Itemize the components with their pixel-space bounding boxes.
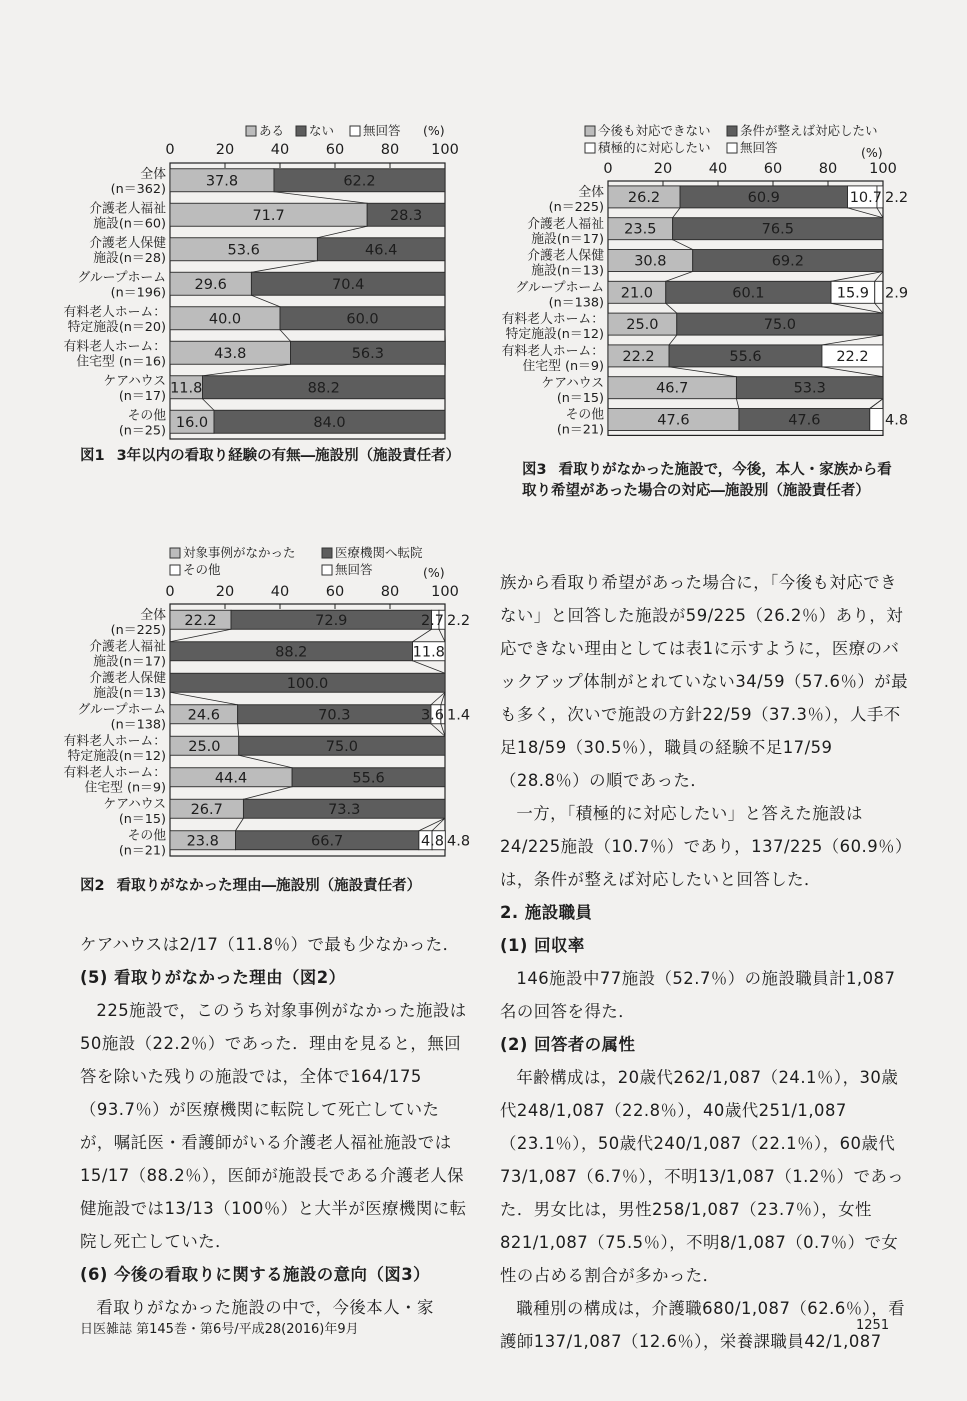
connector-line — [666, 303, 677, 313]
section-heading: (2) 回答者の属性 — [500, 1035, 636, 1054]
category-label: 施設(n＝60) — [93, 216, 166, 232]
category-label: 介護老人福祉 — [89, 639, 166, 655]
category-label: 施設(n＝28) — [93, 251, 166, 266]
category-label: (n＝15) — [556, 390, 604, 406]
category-label: 施設(n＝17) — [93, 654, 166, 670]
connector-line — [238, 724, 239, 737]
paragraph: 看取りがなかった施設の中で，今後本人・家 — [96, 1298, 434, 1317]
legend-label: 条件が整えば対応したい — [740, 123, 878, 138]
connector-line — [413, 629, 432, 642]
category-label: (n＝196) — [110, 285, 166, 301]
tick-label: 80 — [380, 584, 400, 600]
data-label: 2.2 — [885, 189, 909, 206]
tick-label: 60 — [325, 142, 345, 158]
connector-line — [736, 399, 738, 409]
data-label: 88.2 — [275, 644, 308, 661]
data-label: 71.7 — [252, 207, 285, 224]
data-label: 2.2 — [447, 612, 471, 629]
tick-label: 0 — [165, 142, 175, 158]
section-heading: (1) 回収率 — [500, 936, 585, 955]
connector-line — [439, 629, 445, 642]
data-label: 53.3 — [793, 380, 826, 397]
paragraph: 146施設中77施設（52.7％）の施設職員計1,087名の回答を得た． — [500, 969, 896, 1021]
data-label: 22.2 — [836, 348, 869, 365]
figure-3-caption-text: 看取りがなかった施設で，今後，本人・家族から看取り希望があった場合の対応―施設別（施設責任者） — [522, 462, 892, 499]
data-label: 44.4 — [214, 770, 248, 787]
connector-line — [673, 240, 693, 250]
figure-2-caption-text: 看取りがなかった理由―施設別（施設責任者） — [116, 878, 422, 894]
data-label: 11.8 — [170, 380, 203, 397]
data-label: 70.3 — [318, 707, 351, 724]
data-label: 16.0 — [175, 414, 209, 431]
data-label: 46.7 — [656, 380, 689, 397]
connector-line — [274, 192, 367, 204]
data-label: 55.6 — [352, 770, 385, 787]
connector-line — [170, 629, 231, 642]
connector-line — [673, 208, 680, 218]
category-label: 特定施設(n＝12) — [505, 327, 604, 343]
data-label: 46.4 — [365, 242, 398, 259]
connector-line — [831, 272, 883, 282]
category-label: 全体 — [140, 167, 166, 182]
connector-line — [432, 818, 445, 831]
figure-3-caption-number: 図3 — [522, 462, 547, 478]
data-label: 60.1 — [732, 285, 765, 302]
connector-line — [202, 364, 290, 376]
connector-line — [202, 399, 214, 411]
category-label: 介護老人保健 — [89, 671, 166, 686]
section-heading: (6) 今後の看取りに関する施設の意向（図3） — [80, 1265, 431, 1284]
category-label: 介護老人保健 — [527, 248, 604, 264]
connector-line — [235, 818, 243, 831]
tick-label: 100 — [869, 161, 897, 177]
legend-swatch-3 — [727, 143, 737, 153]
data-label: 22.2 — [184, 612, 217, 629]
category-label: (n＝15) — [118, 812, 166, 827]
connector-line — [170, 692, 238, 705]
tick-label: 0 — [603, 161, 613, 177]
data-label: 23.8 — [186, 833, 219, 850]
connector-line — [669, 335, 677, 345]
data-label: 43.8 — [214, 345, 247, 362]
data-label: 76.5 — [761, 221, 794, 238]
tick-label: 20 — [653, 161, 673, 177]
data-label: 55.6 — [729, 348, 762, 365]
category-label: (n＝21) — [118, 843, 166, 859]
bar-segment — [870, 409, 883, 431]
category-label: (n＝21) — [556, 422, 604, 438]
category-label: (n＝225) — [110, 623, 166, 638]
data-label: 60.0 — [346, 311, 379, 328]
data-label: 24.6 — [187, 707, 220, 724]
connector-line — [243, 787, 292, 800]
data-label: 30.8 — [634, 253, 667, 270]
category-label: グループホーム — [77, 702, 166, 718]
category-label: (n＝138) — [548, 295, 604, 311]
paragraph: 職種別の構成は，介護職680/1,087（62.6％），看護師137/1,087（12.6％），栄養課職員42/1,087 — [500, 1299, 906, 1351]
legend-swatch-2 — [350, 126, 360, 136]
category-label: 全体 — [578, 185, 604, 200]
legend-swatch-1 — [727, 126, 737, 136]
category-label: 介護老人福祉 — [89, 201, 166, 217]
data-label: 21.0 — [620, 285, 654, 302]
legend-swatch-2 — [170, 565, 180, 575]
paragraph: 一方，「積極的に対応したい」と答えた施設は24/225施設（10.7％）であり，137/225（60.9％）は，条件が整えば対応したいと回答した． — [500, 804, 904, 889]
data-label: 88.2 — [307, 380, 340, 397]
figure-2-chart — [60, 540, 470, 860]
figure-1-chart — [60, 118, 470, 440]
data-label: 60.9 — [747, 189, 780, 206]
bar-segment — [875, 281, 883, 303]
data-label: 84.0 — [313, 414, 346, 431]
journal-footer: 日医雑誌 第145巻・第6号/平成28(2016)年9月 — [80, 1322, 359, 1337]
category-label: (n＝225) — [548, 200, 604, 215]
tick-label: 100 — [431, 584, 459, 600]
legend-label: 積極的に対応したい — [598, 140, 711, 155]
data-label: 100.0 — [286, 675, 329, 692]
legend-label: 無回答 — [740, 140, 778, 155]
figure-3-chart — [501, 118, 915, 446]
data-label: 62.2 — [343, 173, 376, 190]
data-label: 66.7 — [311, 833, 344, 850]
tick-label: 0 — [165, 584, 175, 600]
category-label: その他 — [127, 408, 166, 424]
paragraph: ケアハウスは2/17（11.8％）で最も少なかった． — [80, 935, 460, 954]
category-label: 有料老人ホーム： — [63, 765, 166, 781]
section-heading: 2. 施設職員 — [500, 903, 593, 922]
data-label: 47.6 — [788, 412, 821, 429]
data-label: 4.8 — [447, 833, 471, 850]
category-label: (n＝362) — [110, 182, 166, 197]
legend-label: ない — [309, 123, 335, 138]
data-label: 4.8 — [885, 412, 909, 429]
category-label: その他 — [127, 828, 166, 844]
data-label: 29.6 — [194, 276, 227, 293]
data-label: 47.6 — [657, 412, 690, 429]
data-label: 40.0 — [208, 311, 242, 328]
tick-label: 100 — [431, 142, 459, 158]
category-label: 施設(n＝13) — [93, 686, 166, 701]
category-label: 有料老人ホーム： — [63, 339, 166, 355]
data-label: 75.0 — [325, 738, 359, 755]
category-label: 施設(n＝17) — [531, 231, 604, 247]
legend-label: ある — [259, 123, 285, 138]
connector-line — [822, 335, 883, 345]
data-label: 2.7 — [420, 612, 444, 629]
data-label: 72.9 — [315, 612, 348, 629]
left-text-column — [80, 928, 468, 1324]
category-label: 介護老人保健 — [89, 236, 166, 251]
connector-line — [280, 330, 290, 342]
unit-label: (%) — [861, 145, 883, 160]
connector-line — [831, 303, 883, 313]
connector-line — [251, 261, 317, 273]
tick-label: 80 — [380, 142, 400, 158]
figure-1-caption — [80, 446, 470, 467]
paragraph: 年齢構成は，20歳代262/1,087（24.1％），30歳代248/1,087（22.8％），40歳代251/1,087（23.1％），50歳代240/1,087（22.1％），60歳代73/1,087（6.7％），不明13/1,087（1.2％）であった．男女比は，男性258/1,087（23.7％），女性821/1,087（75.5％），不明8/1,087（0.7％）で女性の占める割合が多かった． — [500, 1068, 905, 1285]
category-label: 住宅型 (n＝16) — [76, 354, 166, 370]
category-label: 有料老人ホーム： — [501, 312, 604, 328]
tick-label: 40 — [708, 161, 728, 177]
tick-label: 40 — [270, 142, 290, 158]
figure-1-caption-number: 図1 — [80, 448, 105, 464]
connector-line — [317, 226, 367, 238]
data-label: 25.0 — [188, 738, 221, 755]
category-label: 住宅型 (n＝9) — [84, 780, 166, 796]
section-heading: (5) 看取りがなかった理由（図2） — [80, 968, 346, 987]
unit-label: (%) — [423, 565, 445, 580]
legend-label: 今後も対応できない — [598, 123, 711, 138]
category-label: 特定施設(n＝12) — [67, 749, 166, 764]
data-label: 26.7 — [190, 801, 223, 818]
data-label: 75.0 — [763, 317, 797, 334]
figure-3-caption — [522, 460, 897, 502]
legend-label: 無回答 — [363, 123, 401, 138]
category-label: 有料老人ホーム： — [63, 734, 166, 749]
legend-swatch-0 — [170, 548, 180, 558]
page-number: 1251 — [856, 1318, 890, 1333]
legend-swatch-0 — [246, 126, 256, 136]
category-label: グループホーム — [77, 270, 166, 286]
connector-line — [870, 399, 883, 409]
category-label: 有料老人ホーム： — [501, 344, 604, 359]
category-label: 有料老人ホーム： — [63, 305, 166, 320]
tick-label: 80 — [818, 161, 838, 177]
category-label: (n＝25) — [118, 423, 166, 439]
figure-2-caption-number: 図2 — [80, 878, 105, 894]
data-label: 25.0 — [626, 317, 659, 334]
category-label: ケアハウス — [541, 375, 604, 391]
data-label: 69.2 — [771, 253, 804, 270]
legend-swatch-1 — [296, 126, 306, 136]
category-label: その他 — [565, 407, 604, 423]
category-label: ケアハウス — [103, 374, 166, 389]
category-label: 住宅型 (n＝9) — [522, 359, 604, 374]
legend-label: 医療機関へ転院 — [335, 545, 423, 560]
legend-label: その他 — [183, 562, 221, 577]
legend-swatch-1 — [322, 548, 332, 558]
tick-label: 20 — [215, 584, 235, 600]
category-label: グループホーム — [515, 280, 604, 296]
category-label: (n＝138) — [110, 717, 166, 733]
legend-label: 対象事例がなかった — [183, 545, 296, 560]
data-label: 37.8 — [205, 173, 239, 190]
figure-1-caption-text: 3年以内の看取り経験の有無―施設別（施設責任者） — [116, 448, 461, 464]
connector-line — [413, 661, 445, 674]
category-label: (n＝17) — [118, 389, 166, 404]
data-label: 22.2 — [622, 348, 655, 365]
legend-swatch-3 — [322, 565, 332, 575]
legend-label: 無回答 — [335, 562, 373, 577]
data-label: 10.7 — [849, 189, 882, 206]
legend-swatch-0 — [585, 126, 595, 136]
data-label: 15.9 — [836, 285, 870, 302]
connector-line — [251, 295, 280, 307]
data-label: 70.4 — [332, 276, 365, 293]
connector-line — [239, 755, 292, 768]
category-label: ケアハウス — [103, 797, 166, 812]
tick-label: 60 — [763, 161, 783, 177]
paragraph: 225施設で，このうち対象事例がなかった施設は50施設（22.2％）であった．理由を見ると，無回答を除いた残りの施設では，全体で164/175（93.7％）が医療機関に転院して死亡していたが，嘱託医・看護師がいる介護老人福祉施設では15/17（88.2％），医師が施設長である介護老人保健施設では13/13（100％）と大半が医療機関に転院し死亡していた． — [80, 1001, 467, 1251]
data-label: 28.3 — [389, 207, 423, 224]
connector-line — [666, 272, 693, 282]
tick-label: 60 — [325, 584, 345, 600]
data-label: 1.4 — [447, 707, 471, 724]
data-label: 26.2 — [627, 189, 661, 206]
data-label: 56.3 — [351, 345, 385, 362]
figure-2-caption — [80, 876, 470, 897]
tick-label: 40 — [270, 584, 290, 600]
category-label: 特定施設(n＝20) — [67, 320, 166, 335]
data-label: 4.8 — [420, 833, 444, 850]
category-label: 施設(n＝13) — [531, 263, 604, 279]
connector-line — [419, 818, 445, 831]
data-label: 73.3 — [328, 801, 361, 818]
unit-label: (%) — [423, 123, 445, 138]
category-label: 全体 — [140, 608, 166, 623]
right-text-column — [500, 566, 908, 1358]
category-label: 介護老人福祉 — [527, 216, 604, 232]
data-label: 23.5 — [624, 221, 657, 238]
data-label: 2.9 — [885, 285, 909, 302]
paragraph: 族から看取り希望があった場合に，「今後も対応できない」と回答した施設が59/225（26.2％）あり，対応できない理由としては表1に示すように，医療のバックアップ体制がとれていない34/59（57.6％）が最も多く，次いで施設の方針22/59（37.3％），人手不足18/59（30.5％），職員の経験不足17/59（28.8％）の順であった． — [500, 573, 909, 790]
data-label: 3.6 — [420, 707, 444, 724]
data-label: 53.6 — [227, 242, 260, 259]
legend-swatch-2 — [585, 143, 595, 153]
connector-line — [669, 367, 736, 377]
connector-line — [822, 367, 883, 377]
data-label: 11.8 — [412, 644, 445, 661]
tick-label: 20 — [215, 142, 235, 158]
